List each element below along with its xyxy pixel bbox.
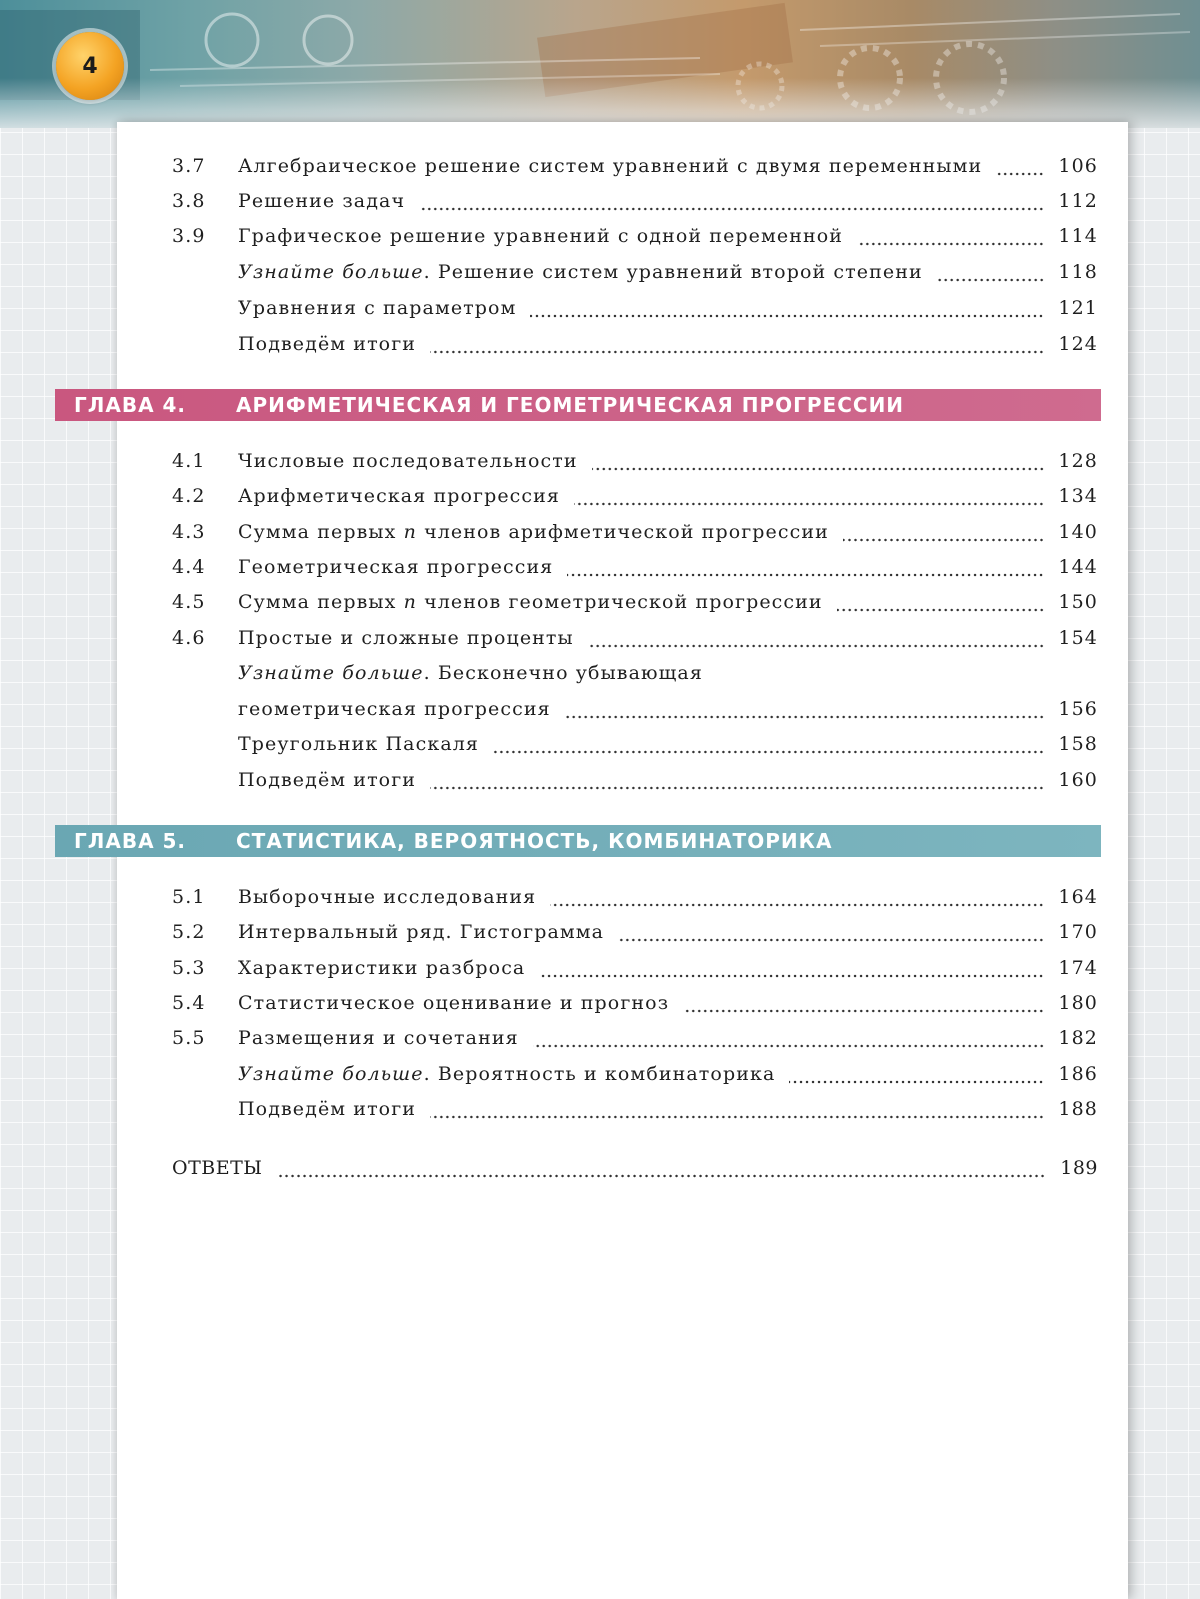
- dot-leader: [789, 1080, 1044, 1084]
- page-number-badge: [56, 32, 124, 100]
- answers-title: ОТВЕТЫ: [172, 1157, 263, 1179]
- section-title: Узнайте больше. Бесконечно убывающая: [238, 662, 703, 684]
- section-title: Алгебраическое решение систем уравнений с двумя переменными: [238, 155, 983, 177]
- page-ref: 160: [1058, 769, 1098, 791]
- dot-leader: [430, 786, 1044, 790]
- banner-decoration: [0, 0, 1200, 128]
- section-title: Уравнения с параметром: [238, 297, 517, 319]
- section-title: Геометрическая прогрессия: [238, 556, 554, 578]
- dot-leader: [550, 903, 1044, 907]
- page-ref: 186: [1058, 1063, 1098, 1085]
- section-number: 4.2: [172, 485, 206, 507]
- dot-leader: [530, 314, 1044, 318]
- toc-entry[interactable]: [172, 886, 1098, 916]
- dot-leader: [419, 207, 1044, 211]
- header-banner: [0, 0, 1200, 128]
- toc-entry[interactable]: [172, 1027, 1098, 1057]
- toc-entry[interactable]: [172, 1063, 1098, 1093]
- page-ref: 156: [1058, 698, 1098, 720]
- learn-more-label: Узнайте больше: [238, 261, 424, 283]
- dot-leader: [567, 573, 1044, 577]
- learn-more-label: Узнайте больше: [238, 1063, 424, 1085]
- section-number: 5.2: [172, 921, 206, 943]
- dot-leader: [574, 502, 1044, 506]
- section-title: Выборочные исследования: [238, 886, 537, 908]
- section-number: 4.1: [172, 450, 206, 472]
- section-number: 5.4: [172, 992, 206, 1014]
- toc-entry[interactable]: [172, 627, 1098, 657]
- page-ref: 188: [1058, 1098, 1098, 1120]
- toc-entry[interactable]: [172, 225, 1098, 255]
- section-number: 5.5: [172, 1027, 206, 1049]
- section-title: Узнайте больше. Вероятность и комбинаторика: [238, 1063, 776, 1085]
- section-number: 4.6: [172, 627, 206, 649]
- chapter-5-heading[interactable]: [55, 825, 1101, 857]
- toc-entry-line-2[interactable]: [172, 698, 1098, 728]
- section-title: Узнайте больше. Решение систем уравнений второй степени: [238, 261, 923, 283]
- section-number: 3.7: [172, 155, 206, 177]
- toc-entry[interactable]: [172, 261, 1098, 291]
- dot-leader: [430, 350, 1044, 354]
- chapter-title: СТАТИСТИКА, ВЕРОЯТНОСТЬ, КОМБИНАТОРИКА: [236, 829, 833, 853]
- section-title: Интервальный ряд. Гистограмма: [238, 921, 605, 943]
- page-ref: 174: [1058, 957, 1098, 979]
- section-title: Простые и сложные проценты: [238, 627, 574, 649]
- page-ref: 189: [1060, 1157, 1098, 1179]
- page-ref: 150: [1058, 591, 1098, 613]
- page-ref: 180: [1058, 992, 1098, 1014]
- variable-n: n: [403, 591, 417, 613]
- section-number: 4.5: [172, 591, 206, 613]
- toc-entry[interactable]: [172, 297, 1098, 327]
- dot-leader: [857, 242, 1044, 246]
- toc-entry[interactable]: [172, 769, 1098, 799]
- section-title: Сумма первых n членов арифметической прогрессии: [238, 521, 829, 543]
- toc-entry[interactable]: [172, 521, 1098, 551]
- section-title: Числовые последовательности: [238, 450, 578, 472]
- dot-leader: [493, 750, 1044, 754]
- page-number: 4: [82, 53, 98, 79]
- toc-entry[interactable]: [172, 1098, 1098, 1128]
- toc-entry-line-1[interactable]: [172, 662, 1098, 692]
- chapter-label: ГЛАВА 5.: [74, 829, 187, 853]
- dot-leader: [533, 1044, 1045, 1048]
- section-title: Арифметическая прогрессия: [238, 485, 561, 507]
- page-ref: 121: [1058, 297, 1098, 319]
- toc-entry[interactable]: [172, 591, 1098, 621]
- dot-leader: [683, 1009, 1044, 1013]
- toc-entry[interactable]: [172, 190, 1098, 220]
- dot-leader: [539, 974, 1044, 978]
- chapter-label: ГЛАВА 4.: [74, 393, 187, 417]
- dot-leader: [843, 538, 1045, 542]
- section-number: 3.8: [172, 190, 206, 212]
- page-ref: 128: [1058, 450, 1098, 472]
- toc-entry[interactable]: [172, 485, 1098, 515]
- page-ref: 158: [1058, 733, 1098, 755]
- page-ref: 144: [1058, 556, 1098, 578]
- page-ref: 114: [1058, 225, 1098, 247]
- dot-leader: [276, 1174, 1046, 1178]
- page-ref: 154: [1058, 627, 1098, 649]
- toc-entry[interactable]: [172, 556, 1098, 586]
- dot-leader: [565, 715, 1045, 719]
- dot-leader: [618, 938, 1044, 942]
- section-title: Подведём итоги: [238, 769, 417, 791]
- page-ref: 124: [1058, 333, 1098, 355]
- toc-entry[interactable]: [172, 450, 1098, 480]
- page-ref: 140: [1058, 521, 1098, 543]
- chapter-title: АРИФМЕТИЧЕСКАЯ И ГЕОМЕТРИЧЕСКАЯ ПРОГРЕССИИ: [236, 393, 905, 417]
- section-number: 4.4: [172, 556, 206, 578]
- toc-entry[interactable]: [172, 957, 1098, 987]
- toc-entry[interactable]: [172, 733, 1098, 763]
- section-title: Подведём итоги: [238, 333, 417, 355]
- variable-n: n: [403, 521, 417, 543]
- section-title: Статистическое оценивание и прогноз: [238, 992, 670, 1014]
- page-ref: 106: [1058, 155, 1098, 177]
- section-number: 3.9: [172, 225, 206, 247]
- dot-leader: [937, 278, 1045, 282]
- section-title: Характеристики разброса: [238, 957, 526, 979]
- chapter-4-heading[interactable]: [55, 389, 1101, 421]
- toc-entry-answers[interactable]: [172, 1157, 1098, 1187]
- dot-leader: [837, 608, 1045, 612]
- section-title: Подведём итоги: [238, 1098, 417, 1120]
- page-ref: 134: [1058, 485, 1098, 507]
- dot-leader: [430, 1115, 1044, 1119]
- page-ref: 164: [1058, 886, 1098, 908]
- toc-entry[interactable]: [172, 992, 1098, 1022]
- page-ref: 112: [1058, 190, 1098, 212]
- page-ref: 170: [1058, 921, 1098, 943]
- section-title: Сумма первых n членов геометрической прогрессии: [238, 591, 823, 613]
- section-title: Треугольник Паскаля: [238, 733, 480, 755]
- toc-entry[interactable]: [172, 333, 1098, 363]
- section-title: Размещения и сочетания: [238, 1027, 519, 1049]
- section-number: 4.3: [172, 521, 206, 543]
- section-number: 5.3: [172, 957, 206, 979]
- section-title: Решение задач: [238, 190, 406, 212]
- dot-leader: [588, 644, 1045, 648]
- dot-leader: [996, 172, 1044, 176]
- section-title-continued: геометрическая прогрессия: [238, 698, 551, 720]
- dot-leader: [592, 467, 1045, 471]
- section-number: 5.1: [172, 886, 206, 908]
- page-ref: 118: [1058, 261, 1098, 283]
- toc-entry[interactable]: [172, 155, 1098, 185]
- learn-more-label: Узнайте больше: [238, 662, 424, 684]
- page-ref: 182: [1058, 1027, 1098, 1049]
- toc-entry[interactable]: [172, 921, 1098, 951]
- section-title: Графическое решение уравнений с одной переменной: [238, 225, 844, 247]
